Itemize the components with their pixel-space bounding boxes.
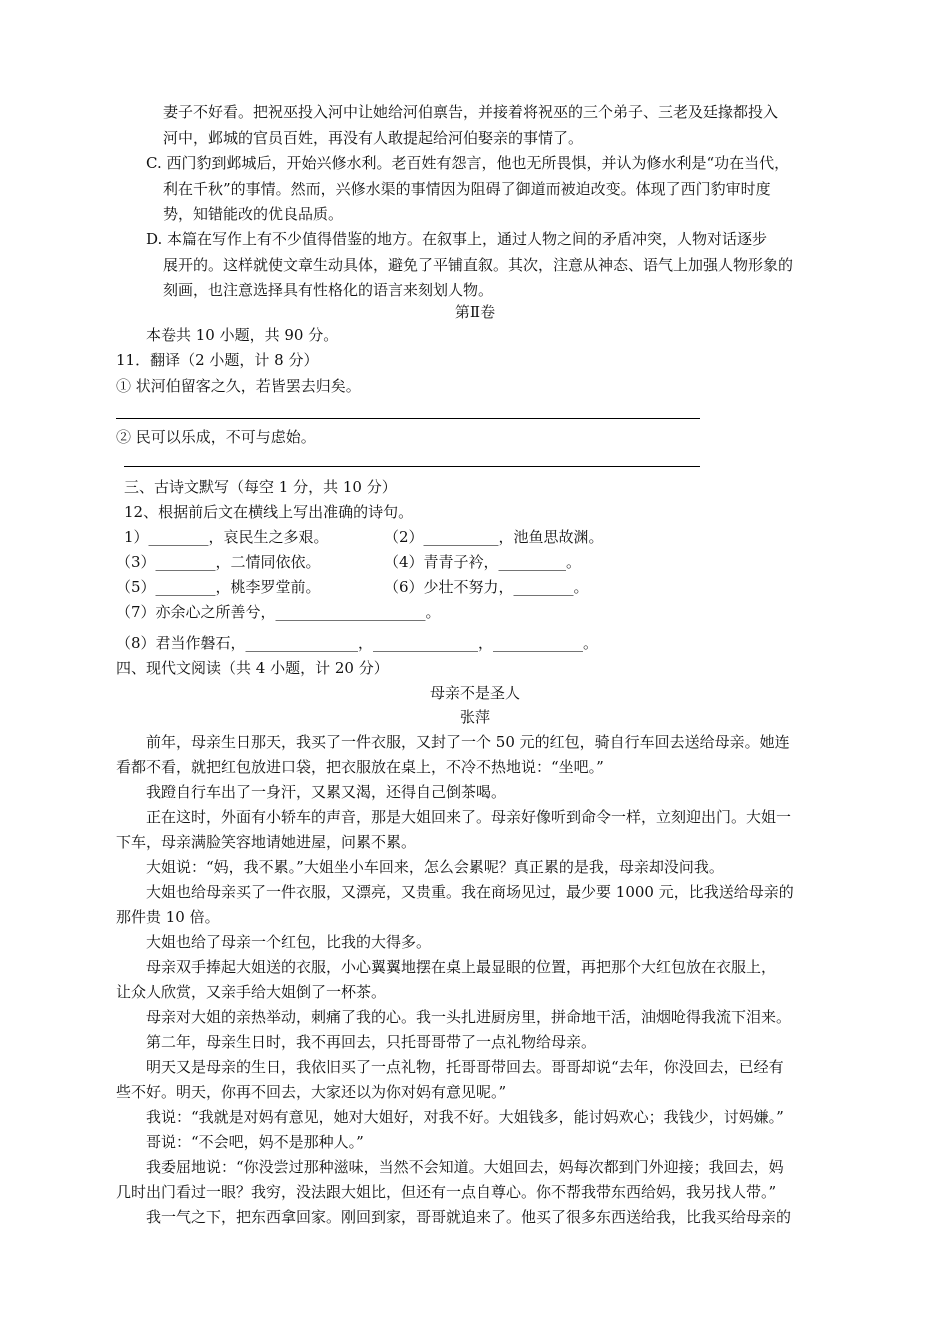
article-author: 张萍 — [459, 708, 490, 726]
option-b-line-2: 河中，邺城的官员百姓，再没有人敢提起给河伯娶亲的事情了。 — [163, 129, 584, 147]
article-line-10: 母亲双手捧起大姐送的衣服，小心翼翼地摆在桌上最显眼的位置，再把那个大红包放在衣服上， — [146, 958, 777, 976]
poem-item-5: （5）________，桃李罗堂前。 — [116, 578, 321, 596]
option-b-line-1: 妻子不好看。把祝巫投入河中让她给河伯禀告，并接着将祝巫的三个弟子、三老及廷掾都投入 — [163, 103, 779, 121]
option-c-line-2: 利在千秋”的事情。然而，兴修水渠的事情因为阻碍了御道而被迫改变。体现了西门豹审时度 — [163, 180, 771, 198]
poem-item-7: （7）亦余心之所善兮，____________________。 — [116, 603, 441, 621]
article-line-1: 前年，母亲生日那天，我买了一件衣服，又封了一个 50 元的红包，骑自行车回去送给母亲。她连 — [146, 733, 790, 751]
article-line-17: 哥说：“不会吧，妈不是那种人。” — [146, 1133, 364, 1151]
option-d-line-3: 刻画，也注意选择具有性格化的语言来刻划人物。 — [163, 281, 494, 299]
article-line-13: 第二年，母亲生日时，我不再回去，只托哥哥带了一点礼物给母亲。 — [146, 1033, 597, 1051]
section-4-title: 四、现代文阅读（共 4 小题，计 20 分） — [116, 659, 389, 677]
article-line-4: 正在这时，外面有小轿车的声音，那是大姐回来了。母亲好像听到命令一样，立刻迎出门。大姐一 — [146, 808, 792, 826]
article-line-6: 大姐说：“妈，我不累。”大姐坐小车回来，怎么会累呢？真正累的是我，母亲却没问我。 — [146, 858, 724, 876]
article-line-7: 大姐也给母亲买了一件衣服，又漂亮，又贵重。我在商场见过，最少要 1000 元，比我送给母亲的 — [146, 883, 794, 901]
article-line-14: 明天又是母亲的生日，我依旧买了一点礼物，托哥哥带回去。哥哥却说“去年，你没回去，已经有 — [146, 1058, 784, 1076]
q11-title: 11．翻译（2 小题，计 8 分） — [116, 351, 319, 369]
q11-item-2: ② 民可以乐成，不可与虑始。 — [116, 428, 316, 446]
poem-item-3: （3）________，二情同依依。 — [116, 553, 321, 571]
article-title: 母亲不是圣人 — [429, 684, 520, 702]
answer-line-1 — [116, 418, 700, 419]
article-line-2: 看都不看，就把红包放进口袋，把衣服放在桌上，不冷不热地说：“坐吧。” — [116, 758, 604, 776]
section-3-title: 三、古诗文默写（每空 1 分，共 10 分） — [124, 478, 397, 496]
q11-item-1: ① 状河伯留客之久，若皆罢去归矣。 — [116, 377, 361, 395]
poem-item-4: （4）青青子衿，_________。 — [384, 553, 582, 571]
article-line-18: 我委屈地说：“你没尝过那种滋味，当然不会知道。大姐回去，妈每次都到门外迎接；我回去，妈 — [146, 1158, 784, 1176]
article-line-12: 母亲对大姐的亲热举动，刺痛了我的心。我一头扎进厨房里，拼命地干活，油烟呛得我流下泪来。 — [146, 1008, 792, 1026]
q12-instruction: 12、根据前后文在横线上写出准确的诗句。 — [124, 503, 414, 521]
article-line-20: 我一气之下，把东西拿回家。刚回到家，哥哥就追来了。他买了很多东西送给我，比我买给母亲的 — [146, 1208, 792, 1226]
poem-item-1: 1）________，哀民生之多艰。 — [124, 528, 329, 546]
section-2-title: 第Ⅱ卷 — [454, 303, 496, 321]
article-line-16: 我说：“我就是对妈有意见，她对大姐好，对我不好。大姐钱多，能讨妈欢心；我钱少，讨妈嫌。” — [146, 1108, 784, 1126]
article-line-3: 我蹬自行车出了一身汗，又累又渴，还得自己倒茶喝。 — [146, 783, 507, 801]
article-line-9: 大姐也给了母亲一个红包，比我的大得多。 — [146, 933, 432, 951]
article-line-19: 几时出门看过一眼？我穷，没法跟大姐比，但还有一点自尊心。你不帮我带东西给妈，我另找人带。” — [116, 1183, 777, 1201]
article-line-15: 些不好。明天，你再不回去，大家还以为你对妈有意见呢。” — [116, 1083, 507, 1101]
option-d-line-1: D. 本篇在写作上有不少值得借鉴的地方。在叙事上，通过人物之间的矛盾冲突，人物对话逐步 — [146, 230, 768, 248]
section-2-intro: 本卷共 10 小题，共 90 分。 — [146, 326, 339, 344]
article-line-5: 下车，母亲满脸笑容地请她进屋，问累不累。 — [116, 833, 417, 851]
option-c-line-1: C. 西门豹到邺城后，开始兴修水利。老百姓有怨言，他也无所畏惧，并认为修水利是“功在当代， — [146, 154, 790, 172]
poem-item-2: （2）__________，池鱼思故渊。 — [384, 528, 604, 546]
article-line-8: 那件贵 10 倍。 — [116, 908, 220, 926]
poem-item-8: （8）君当作磐石，_______________，______________，____________。 — [116, 634, 599, 652]
poem-item-6: （6）少壮不努力，________。 — [384, 578, 589, 596]
option-c-line-3: 势，知错能改的优良品质。 — [163, 205, 344, 223]
answer-line-2 — [124, 466, 700, 467]
article-line-11: 让众人欣赏，又亲手给大姐倒了一杯茶。 — [116, 983, 387, 1001]
option-d-line-2: 展开的。这样就使文章生动具体，避免了平铺直叙。其次，注意从神态、语气上加强人物形象的 — [163, 256, 794, 274]
